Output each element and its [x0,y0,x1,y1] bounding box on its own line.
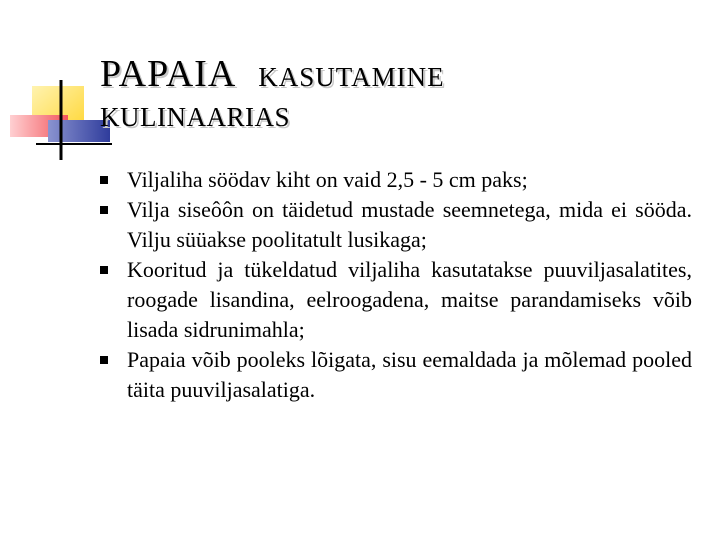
bullet-text: Viljaliha söödav kiht on vaid 2,5 - 5 cm paks; [127,167,528,192]
bullet-square-icon [100,206,108,214]
slide-title [100,52,445,96]
title-word: PAPAIA [100,53,237,95]
bullet-text: Vilja siseôôn on täidetud mustade seemnetega, mida ei sööda. Vilju süüakse poolitatult lusikaga; [127,197,692,252]
bullet-item [100,165,692,195]
bullet-square-icon [100,176,108,184]
bullet-list [100,165,692,405]
bullet-square-icon [100,266,108,274]
bullet-square-icon [100,356,108,364]
slide-title-line2: KULINAARIAS [100,102,290,132]
title-rest: KASUTAMINE [258,62,445,92]
bullet-item [100,345,692,405]
bullet-text: Papaia võib pooleks lõigata, sisu eemaldada ja mõlemad pooled täita puuviljasalatiga. [127,347,692,402]
bullet-item [100,195,692,255]
bullet-text: Kooritud ja tükeldatud viljaliha kasutatakse puuviljasalatites, roogade lisandina, eelroogadena, maitse parandamiseks võib lisada sidrunimahla; [127,257,692,342]
bullet-item [100,255,692,345]
